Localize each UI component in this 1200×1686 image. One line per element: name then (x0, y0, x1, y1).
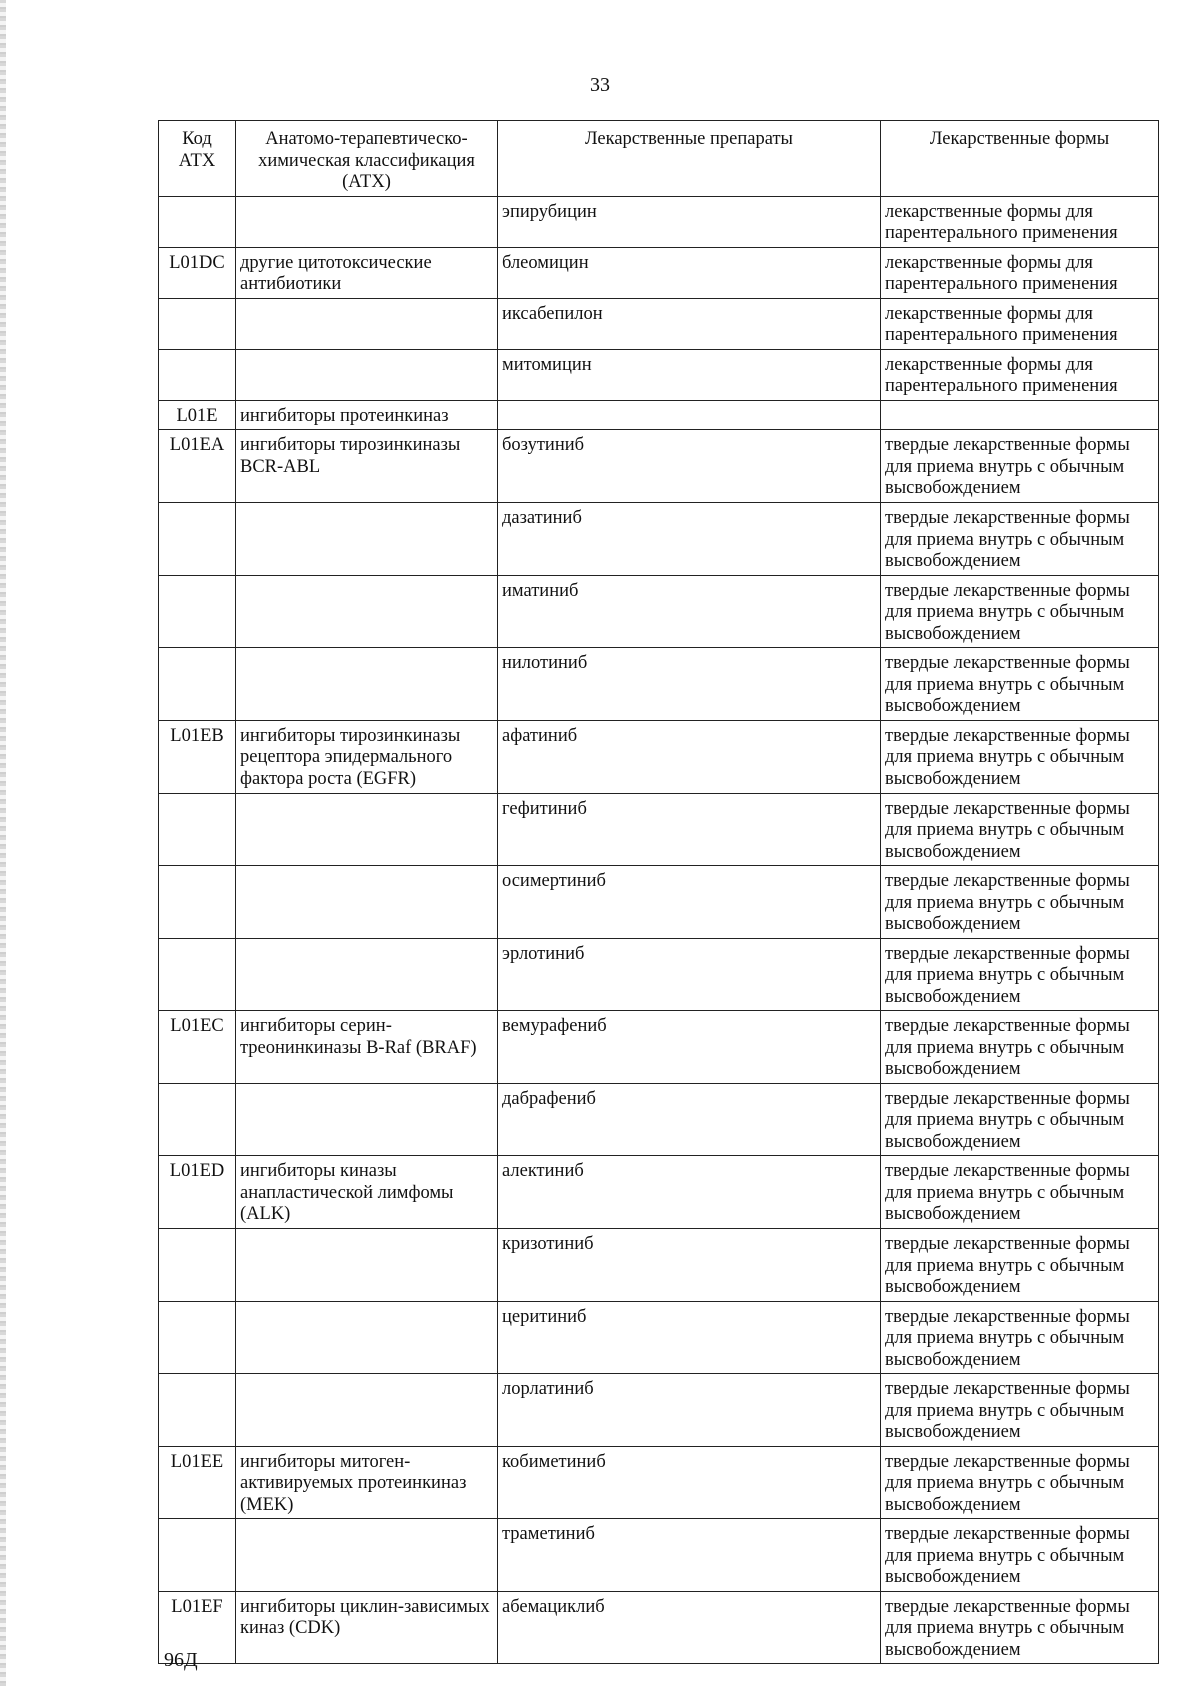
dosage-form: лекарственные формы для парентерального применения (881, 196, 1159, 247)
table-header (159, 121, 1159, 197)
header-row (159, 121, 1159, 197)
atx-classification: ингибиторы митоген-активируемых протеинкиназ (MEK) (236, 1446, 498, 1519)
table-row (159, 648, 1159, 721)
drug-name: митомицин (498, 349, 881, 400)
drug-name: абемациклиб (498, 1591, 881, 1664)
dosage-form: твердые лекарственные формы для приема внутрь с обычным высвобождением (881, 1519, 1159, 1592)
atx-code: L01EE (159, 1446, 236, 1519)
drug-name: кризотиниб (498, 1229, 881, 1302)
dosage-form: твердые лекарственные формы для приема внутрь с обычным высвобождением (881, 938, 1159, 1011)
dosage-form: твердые лекарственные формы для приема внутрь с обычным высвобождением (881, 648, 1159, 721)
atx-classification: ингибиторы киназы анапластической лимфомы (ALK) (236, 1156, 498, 1229)
table-row (159, 575, 1159, 648)
atx-code (159, 298, 236, 349)
dosage-form: твердые лекарственные формы для приема внутрь с обычным высвобождением (881, 1156, 1159, 1229)
atx-code: L01DC (159, 247, 236, 298)
table-row (159, 1374, 1159, 1447)
table-row (159, 503, 1159, 576)
dosage-form: твердые лекарственные формы для приема внутрь с обычным высвобождением (881, 720, 1159, 793)
drug-name: траметиниб (498, 1519, 881, 1592)
atx-classification (236, 1374, 498, 1447)
dosage-form: твердые лекарственные формы для приема внутрь с обычным высвобождением (881, 1301, 1159, 1374)
table-row (159, 196, 1159, 247)
header-drugs: Лекарственные препараты (498, 121, 881, 197)
atx-table (158, 120, 1159, 1664)
drug-name: эрлотиниб (498, 938, 881, 1011)
table-row (159, 1229, 1159, 1302)
atx-code (159, 1374, 236, 1447)
dosage-form: твердые лекарственные формы для приема внутрь с обычным высвобождением (881, 1083, 1159, 1156)
atx-code (159, 793, 236, 866)
dosage-form: твердые лекарственные формы для приема внутрь с обычным высвобождением (881, 1229, 1159, 1302)
table-row (159, 1519, 1159, 1592)
header-classification: Анатомо-терапевтическо-химическая классификация (АТХ) (236, 121, 498, 197)
atx-classification: другие цитотоксические антибиотики (236, 247, 498, 298)
drug-name: кобиметиниб (498, 1446, 881, 1519)
table-row (159, 349, 1159, 400)
table-row (159, 400, 1159, 430)
dosage-form: твердые лекарственные формы для приема внутрь с обычным высвобождением (881, 503, 1159, 576)
dosage-form: лекарственные формы для парентерального применения (881, 349, 1159, 400)
drug-name: осимертиниб (498, 866, 881, 939)
dosage-form: твердые лекарственные формы для приема внутрь с обычным высвобождением (881, 1374, 1159, 1447)
atx-classification (236, 349, 498, 400)
atx-classification (236, 793, 498, 866)
drug-name: дазатиниб (498, 503, 881, 576)
atx-code (159, 1519, 236, 1592)
table-row (159, 1156, 1159, 1229)
dosage-form: твердые лекарственные формы для приема внутрь с обычным высвобождением (881, 866, 1159, 939)
atx-code (159, 349, 236, 400)
table-row (159, 793, 1159, 866)
table-row (159, 1591, 1159, 1664)
dosage-form: твердые лекарственные формы для приема внутрь с обычным высвобождением (881, 1011, 1159, 1084)
atx-classification (236, 1519, 498, 1592)
atx-classification (236, 1301, 498, 1374)
atx-classification (236, 1229, 498, 1302)
page-number: 33 (590, 74, 610, 96)
atx-code (159, 196, 236, 247)
atx-classification (236, 575, 498, 648)
atx-code (159, 938, 236, 1011)
atx-classification (236, 1083, 498, 1156)
atx-code: L01E (159, 400, 236, 430)
atx-classification: ингибиторы серин-треонинкиназы B-Raf (BRAF) (236, 1011, 498, 1084)
header-forms: Лекарственные формы (881, 121, 1159, 197)
dosage-form: твердые лекарственные формы для приема внутрь с обычным высвобождением (881, 1446, 1159, 1519)
drug-name: иксабепилон (498, 298, 881, 349)
dosage-form: твердые лекарственные формы для приема внутрь с обычным высвобождением (881, 430, 1159, 503)
dosage-form: твердые лекарственные формы для приема внутрь с обычным высвобождением (881, 793, 1159, 866)
atx-code: L01EF (159, 1591, 236, 1664)
atx-classification: ингибиторы тирозинкиназы рецептора эпидермального фактора роста (EGFR) (236, 720, 498, 793)
atx-classification (236, 648, 498, 721)
drug-name: вемурафениб (498, 1011, 881, 1084)
drug-name: дабрафениб (498, 1083, 881, 1156)
atx-classification (236, 298, 498, 349)
table-row (159, 1011, 1159, 1084)
atx-code (159, 1229, 236, 1302)
dosage-form: лекарственные формы для парентерального применения (881, 247, 1159, 298)
drug-name: алектиниб (498, 1156, 881, 1229)
table-row (159, 866, 1159, 939)
atx-code (159, 1083, 236, 1156)
atx-classification: ингибиторы протеинкиназ (236, 400, 498, 430)
atx-code: L01ED (159, 1156, 236, 1229)
table-row (159, 1301, 1159, 1374)
atx-code (159, 1301, 236, 1374)
table-row (159, 938, 1159, 1011)
drug-name: бозутиниб (498, 430, 881, 503)
atx-code (159, 575, 236, 648)
atx-classification (236, 938, 498, 1011)
atx-code (159, 503, 236, 576)
atx-classification (236, 866, 498, 939)
dosage-form: лекарственные формы для парентерального применения (881, 298, 1159, 349)
drug-name: нилотиниб (498, 648, 881, 721)
table-row (159, 430, 1159, 503)
atx-code: L01EA (159, 430, 236, 503)
drug-name: афатиниб (498, 720, 881, 793)
drug-name: иматиниб (498, 575, 881, 648)
atx-code (159, 866, 236, 939)
drug-name: лорлатиниб (498, 1374, 881, 1447)
atx-code: L01EC (159, 1011, 236, 1084)
atx-classification: ингибиторы циклин-зависимых киназ (CDK) (236, 1591, 498, 1664)
atx-code (159, 648, 236, 721)
table-row (159, 298, 1159, 349)
dosage-form: твердые лекарственные формы для приема внутрь с обычным высвобождением (881, 1591, 1159, 1664)
dosage-form (881, 400, 1159, 430)
drug-name: гефитиниб (498, 793, 881, 866)
atx-classification (236, 503, 498, 576)
table-row (159, 1083, 1159, 1156)
table-row (159, 1446, 1159, 1519)
dosage-form: твердые лекарственные формы для приема внутрь с обычным высвобождением (881, 575, 1159, 648)
drug-name: церитиниб (498, 1301, 881, 1374)
header-code: Код АТХ (159, 121, 236, 197)
scan-edge (0, 0, 6, 1686)
drug-name (498, 400, 881, 430)
atx-code: L01EB (159, 720, 236, 793)
drug-name: блеомицин (498, 247, 881, 298)
atx-classification (236, 196, 498, 247)
footer-code: 96Д (164, 1649, 198, 1671)
atx-classification: ингибиторы тирозинкиназы BCR-ABL (236, 430, 498, 503)
table-body (159, 196, 1159, 1664)
drug-name: эпирубицин (498, 196, 881, 247)
table-row (159, 720, 1159, 793)
table-row (159, 247, 1159, 298)
